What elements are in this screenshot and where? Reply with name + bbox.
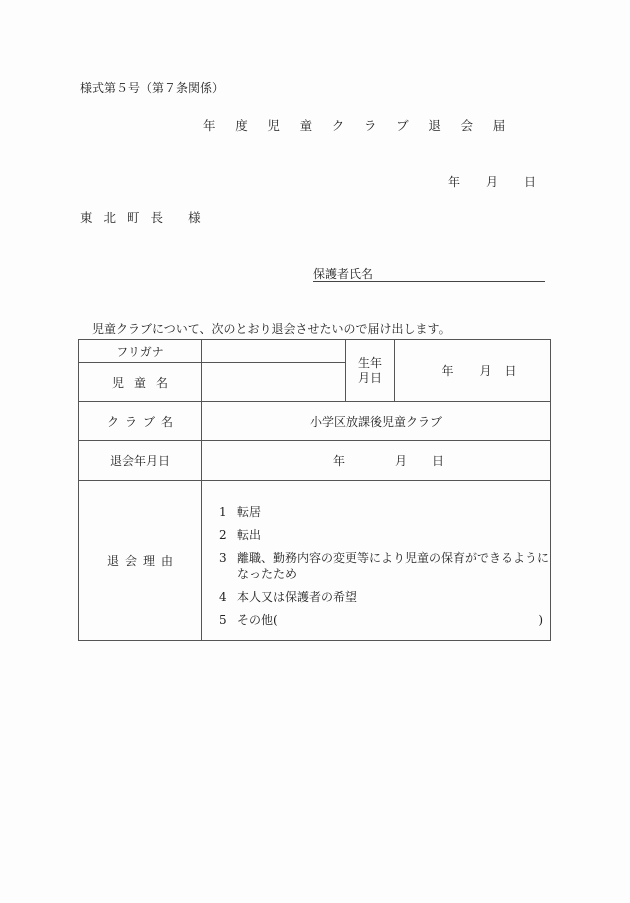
page-title [203,120,525,133]
withdraw-month-label: 月 [394,454,407,468]
submission-date[interactable] [448,176,536,188]
title-char: ブ [396,118,409,133]
reason-text: 転出 [237,528,262,542]
reason-options [79,481,550,640]
birthdate-day-label: 日 [504,364,517,378]
title-char: 届 [492,118,506,133]
child-name-label [79,363,201,401]
title-char: 度 [235,118,248,133]
reason-option-5[interactable] [219,612,549,628]
label-char: ラ [124,414,137,429]
form-number: 様式第５号（第７条関係） [80,81,225,95]
reason-text: 転居 [237,505,262,519]
guardian-name-label: 保護者氏名 [313,267,374,281]
reason-option-3[interactable] [219,550,549,582]
birthdate-label-line2: 月日 [357,370,382,385]
title-char: ラ [363,118,377,133]
reason-text: 本人又は保護者の希望 [237,590,358,604]
label-char: 会 [124,554,137,568]
label-char: 童 [133,375,146,390]
guardian-name-field[interactable] [313,268,545,282]
child-name-input[interactable] [202,363,345,401]
club-name-label [79,402,201,440]
reason-number: 3 [219,551,227,565]
date-year-label: 年 [448,175,461,189]
title-char: 退 [428,118,441,133]
furigana-label: フリガナ [116,344,164,359]
label-char: 由 [161,554,174,568]
addressee [80,212,212,225]
withdraw-year-label: 年 [332,454,345,468]
reason-number: 2 [219,528,227,542]
withdraw-date-input[interactable] [202,441,550,480]
birthdate-label-line1: 生年 [357,355,382,370]
title-char: 童 [299,118,313,133]
title-char: 会 [460,118,474,133]
club-name-value[interactable]: 小学区放課後児童クラブ [309,414,442,429]
label-char: 名 [161,414,174,429]
label-char: ク [106,414,119,429]
furigana-input[interactable] [202,340,345,362]
label-char: 退 [106,554,119,568]
other-close-paren: ) [538,613,543,627]
withdraw-day-label: 日 [431,454,444,468]
date-day-label: 日 [524,175,537,189]
date-month-label: 月 [486,175,499,189]
withdraw-date-label: 退会年月日 [109,454,170,468]
birthdate-month-label: 月 [479,364,492,378]
label-char: 理 [143,554,156,568]
reason-number: 1 [219,505,227,519]
addressee-char: 町 [127,210,140,225]
birthdate-year-label: 年 [441,364,454,378]
label-char: 名 [156,375,169,390]
reason-number: 5 [219,613,227,627]
reason-number: 4 [219,590,227,604]
birthdate-label [346,340,394,401]
addressee-char: 北 [103,210,117,225]
reason-text: 離職、勤務内容の変更等により児童の保育ができるようになったため [237,551,550,581]
reason-option-2[interactable] [219,527,549,543]
intro-text: 児童クラブについて、次のとおり退会させたいので届け出します。 [92,322,451,336]
label-char: ブ [143,414,156,429]
title-char: ク [331,118,345,133]
title-char: 年 [203,118,216,133]
reason-option-4[interactable] [219,589,549,605]
birthdate-input[interactable] [395,340,550,401]
addressee-char: 長 [150,210,164,225]
reason-text: その他( [237,613,278,627]
title-char: 児 [267,118,280,133]
withdrawal-form-table [78,339,551,641]
addressee-char: 東 [80,210,93,225]
label-char: 児 [111,375,124,390]
honorific: 様 [188,210,201,225]
reason-option-1[interactable] [219,504,549,520]
